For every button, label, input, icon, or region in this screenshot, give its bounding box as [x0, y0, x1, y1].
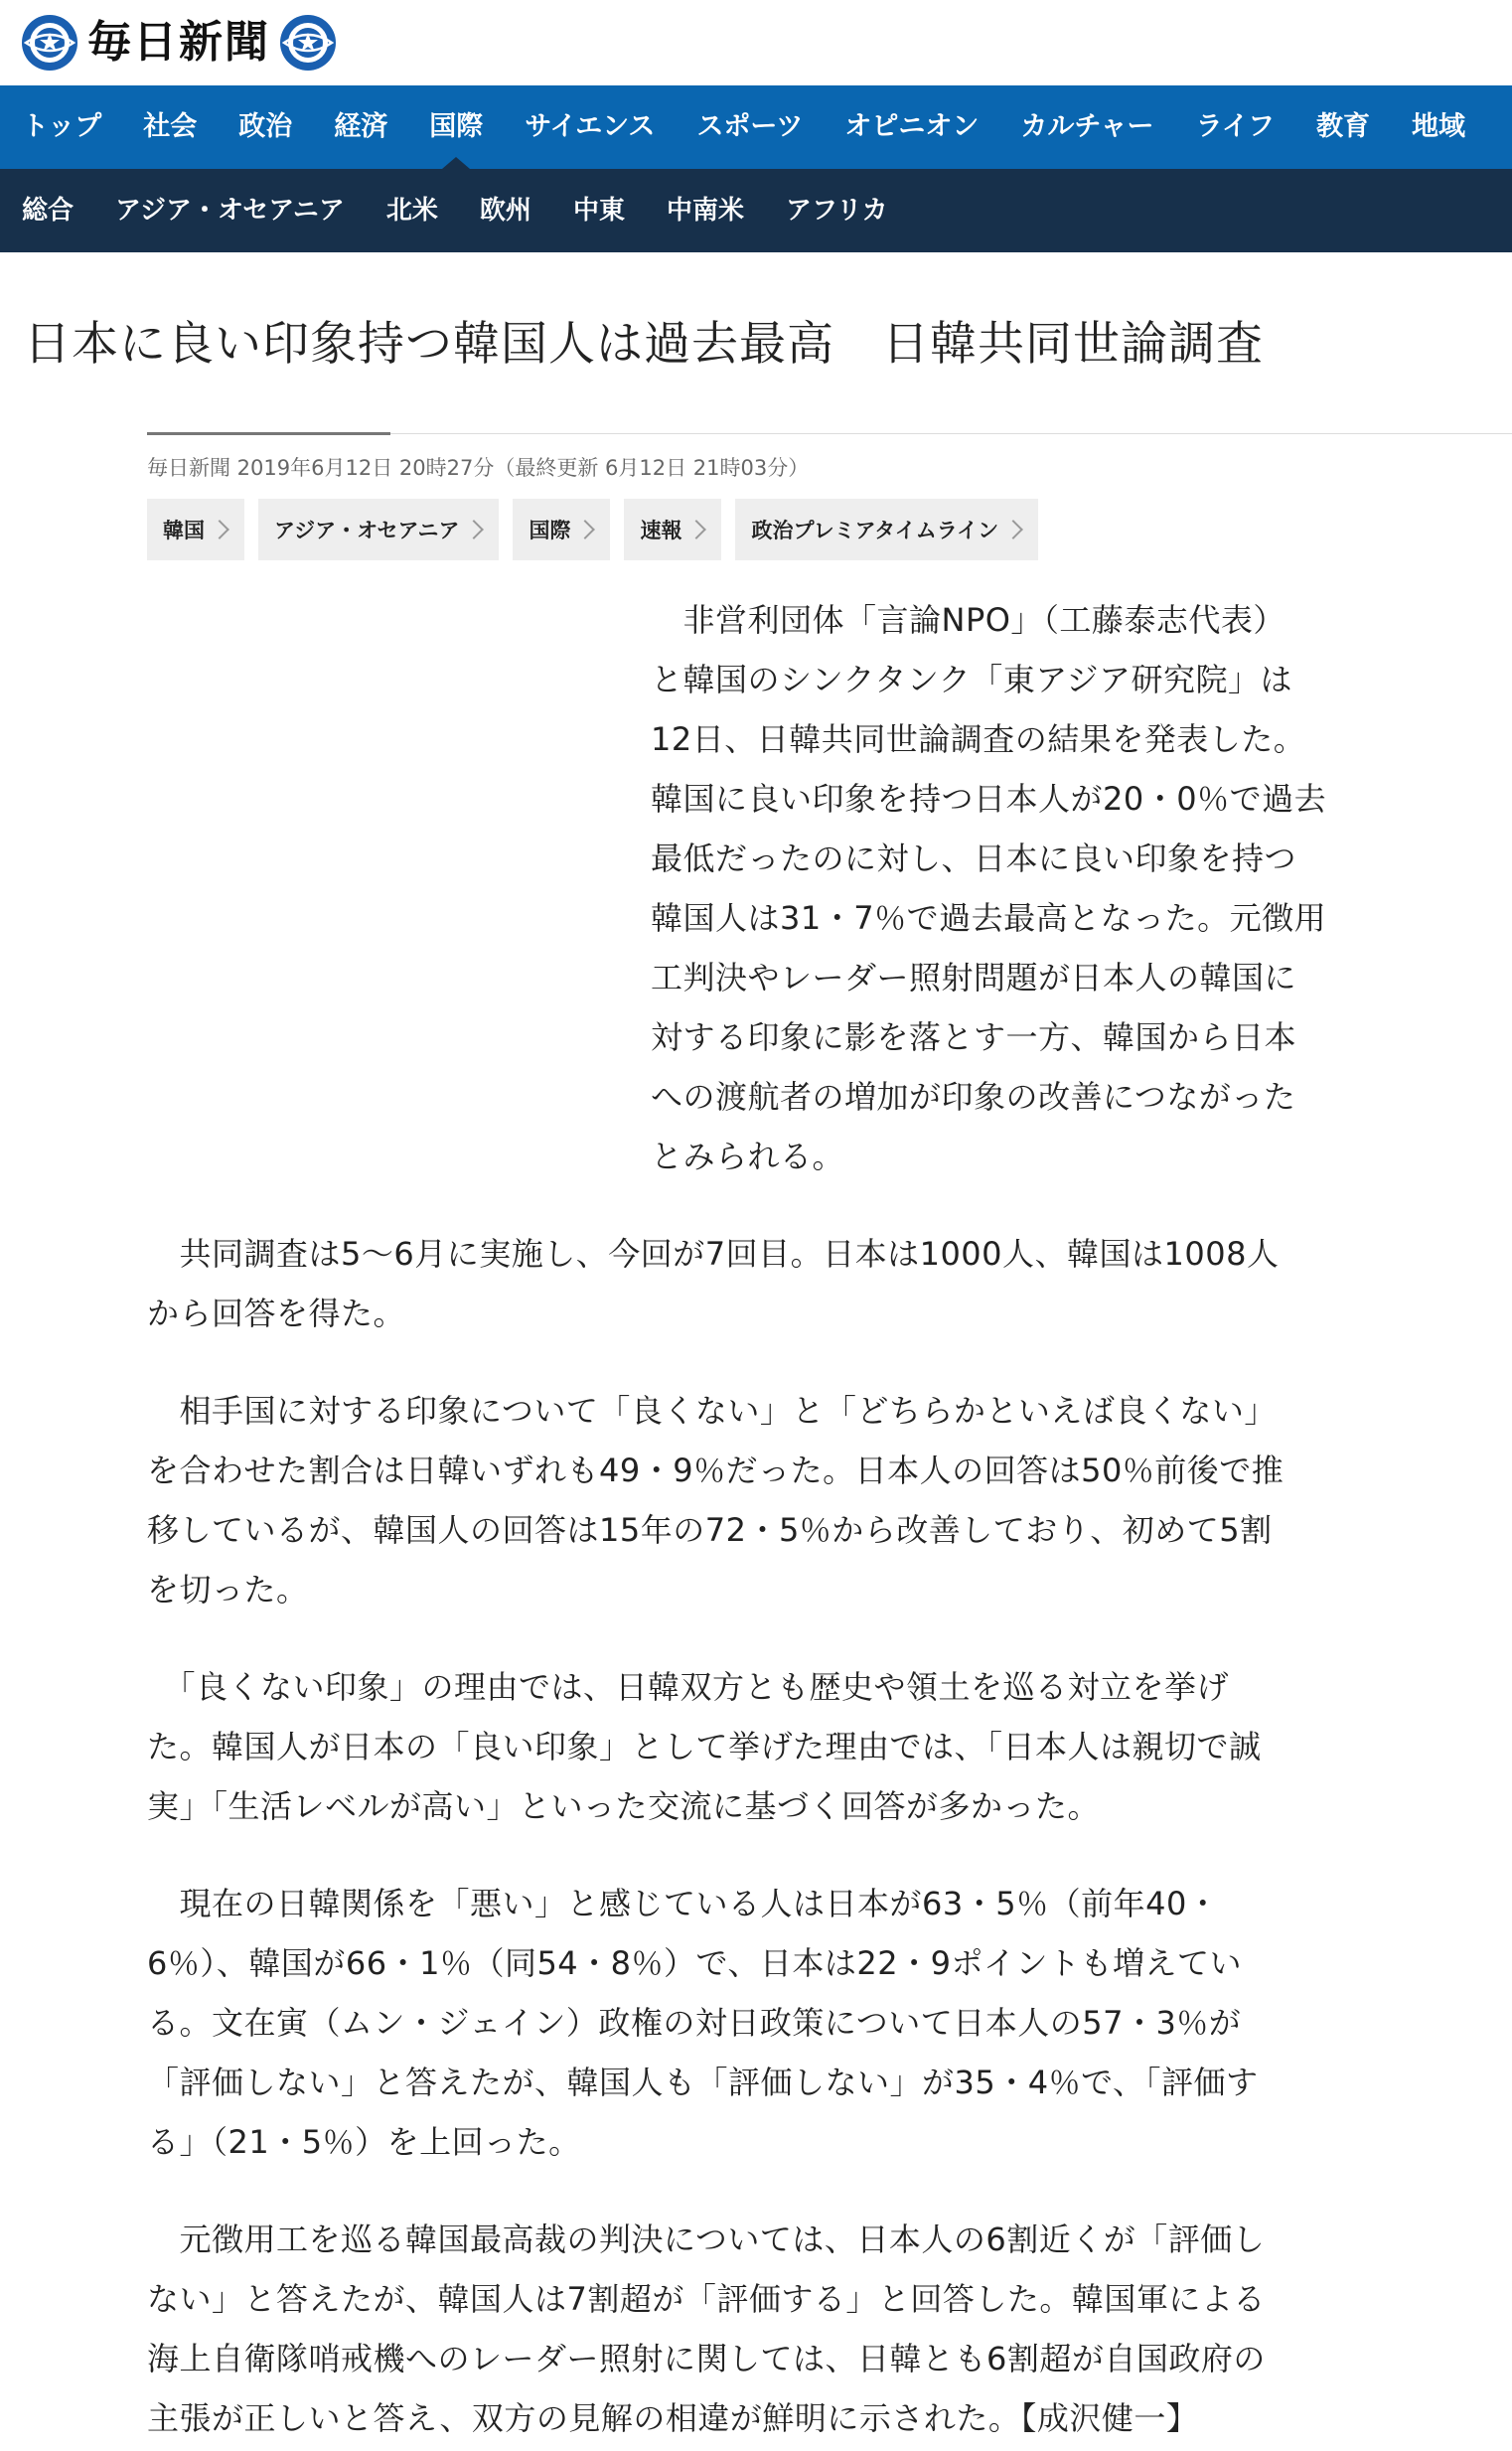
- chevron-right-icon: [687, 520, 707, 539]
- sub-nav-item[interactable]: 北米: [385, 196, 438, 226]
- paragraph-line: を合わせた割合は日韓いずれも49・9％だった。日本人の回答は50％前後で推: [147, 1452, 1285, 1489]
- sub-nav-item[interactable]: アジア・オセアニア: [115, 196, 345, 226]
- tag-link[interactable]: [258, 499, 499, 560]
- main-nav-item[interactable]: ライフ: [1195, 111, 1275, 142]
- lead-line: 対する印象に影を落とす一方、韓国から日本: [651, 1018, 1297, 1056]
- paragraph-line: 共同調査は5～6月に実施し、今回が7回目。日本は1000人、韓国は1008人: [147, 1235, 1280, 1273]
- lead-paragraph: [147, 590, 1386, 1186]
- lead-line: 韓国人は31・7％で過去最高となった。元徴用: [651, 899, 1327, 937]
- article-dateline: 毎日新聞 2019年6月12日 20時27分（最終更新 6月12日 21時03分）: [147, 456, 810, 480]
- paragraph-line: る。文在寅（ムン・ジェイン）政権の対日政策について日本人の57・3％が: [147, 2004, 1242, 2042]
- body-paragraph: [147, 1381, 1401, 1619]
- lead-line: と韓国のシンクタンク「東アジア研究院」は: [651, 661, 1293, 698]
- tag-link[interactable]: [735, 499, 1038, 560]
- main-nav-item[interactable]: サイエンス: [525, 111, 656, 142]
- lead-line: とみられる。: [651, 1138, 845, 1175]
- tag-label: 国際: [529, 519, 571, 542]
- paragraph-line: 「良くない印象」の理由では、日韓双方とも歴史や領土を巡る対立を挙げ: [147, 1668, 1230, 1706]
- masthead: [0, 0, 1512, 85]
- chevron-right-icon: [465, 520, 485, 539]
- lead-line: 12日、日韓共同世論調査の結果を発表した。: [651, 720, 1306, 758]
- paragraph-line: 実」「生活レベルが高い」といった交流に基づく回答が多かった。: [147, 1787, 1101, 1825]
- emblem-right-icon: [278, 13, 338, 73]
- paragraph-line: を切った。: [147, 1571, 309, 1608]
- lead-text: [651, 590, 1386, 1186]
- main-nav-item[interactable]: 経済: [334, 111, 388, 142]
- tag-label: 速報: [640, 519, 682, 542]
- paragraph-line: る」（21・5％）を上回った。: [147, 2123, 581, 2161]
- article-body: [147, 1224, 1512, 2448]
- logo-wordmark: 毎日新聞: [87, 17, 270, 68]
- main-nav-item[interactable]: 教育: [1315, 111, 1370, 142]
- main-nav-item[interactable]: スポーツ: [696, 111, 804, 142]
- tag-list: [147, 499, 1512, 560]
- main-nav-item[interactable]: 社会: [143, 111, 198, 142]
- sub-nav: [0, 169, 1512, 252]
- body-paragraph: [147, 1224, 1401, 1343]
- main-nav-item[interactable]: トップ: [22, 111, 102, 142]
- paragraph-line: 主張が正しいと答え、双方の見解の相違が鮮明に示された。【成沢健一】: [147, 2399, 1199, 2437]
- sub-nav-item[interactable]: アフリカ: [785, 196, 888, 226]
- paragraph-line: ない」と答えたが、韓国人は7割超が「評価する」と回答した。韓国軍による: [147, 2280, 1266, 2318]
- main-nav-item[interactable]: 地域: [1411, 111, 1465, 142]
- lead-line: 工判決やレーダー照射問題が日本人の韓国に: [651, 959, 1297, 996]
- paragraph-line: 海上自衛隊哨戒機へのレーダー照射に関しては、日韓とも6割超が自国政府の: [147, 2340, 1266, 2377]
- chevron-right-icon: [576, 520, 596, 539]
- paragraph-line: 「評価しない」と答えたが、韓国人も「評価しない」が35・4％で、「評価す: [147, 2064, 1259, 2101]
- lead-line: への渡航者の増加が印象の改善につながった: [651, 1078, 1296, 1116]
- tag-link[interactable]: [147, 499, 244, 560]
- tag-label: 政治プレミアタイムライン: [751, 519, 999, 542]
- paragraph-line: 元徴用工を巡る韓国最高裁の判決については、日本人の6割近くが「評価し: [147, 2221, 1266, 2258]
- main-nav-item[interactable]: 国際: [429, 85, 483, 169]
- lead-line: 非営利団体「言論NPO」（工藤泰志代表）: [651, 601, 1285, 639]
- main-nav-item[interactable]: オピニオン: [844, 111, 980, 142]
- body-paragraph: [147, 1874, 1401, 2172]
- main-nav-item[interactable]: 政治: [238, 111, 293, 142]
- emblem-left-icon: [20, 13, 79, 73]
- main-nav: [0, 85, 1512, 169]
- body-paragraph: [147, 2210, 1401, 2448]
- main-nav-item[interactable]: カルチャー: [1020, 111, 1154, 142]
- site-logo[interactable]: [20, 13, 338, 73]
- chevron-right-icon: [210, 520, 229, 539]
- tag-label: アジア・オセアニア: [274, 519, 460, 542]
- tag-link[interactable]: [513, 499, 610, 560]
- divider-accent: [147, 432, 390, 435]
- paragraph-line: から回答を得た。: [147, 1295, 406, 1332]
- paragraph-line: 6％）、韓国が66・1％（同54・8％）で、日本は22・9ポイントも増えてい: [147, 1944, 1242, 1982]
- sub-nav-item[interactable]: 中南米: [666, 196, 744, 226]
- tag-label: 韓国: [163, 519, 205, 542]
- body-paragraph: [147, 1657, 1401, 1836]
- lead-line: 最低だったのに対し、日本に良い印象を持つ: [651, 840, 1297, 877]
- chevron-right-icon: [1003, 520, 1023, 539]
- article: [0, 433, 1512, 2448]
- lead-line: 韓国に良い印象を持つ日本人が20・0％で過去: [651, 780, 1327, 818]
- sub-nav-item[interactable]: 中東: [572, 196, 625, 226]
- paragraph-line: 相手国に対する印象について「良くない」と「どちらかといえば良くない」: [147, 1392, 1277, 1430]
- article-headline: 日本に良い印象持つ韓国人は過去最高 日韓共同世論調査: [24, 317, 1264, 372]
- paragraph-line: 移しているが、韓国人の回答は15年の72・5％から改善しており、初めて5割: [147, 1511, 1273, 1549]
- sub-nav-item[interactable]: 総合: [22, 196, 75, 226]
- paragraph-line: た。韓国人が日本の「良い印象」として挙げた理由では、「日本人は親切で誠: [147, 1728, 1262, 1765]
- tag-link[interactable]: [624, 499, 721, 560]
- paragraph-line: 現在の日韓関係を「悪い」と感じている人は日本が63・5％（前年40・: [147, 1885, 1220, 1922]
- sub-nav-item[interactable]: 欧州: [479, 196, 531, 226]
